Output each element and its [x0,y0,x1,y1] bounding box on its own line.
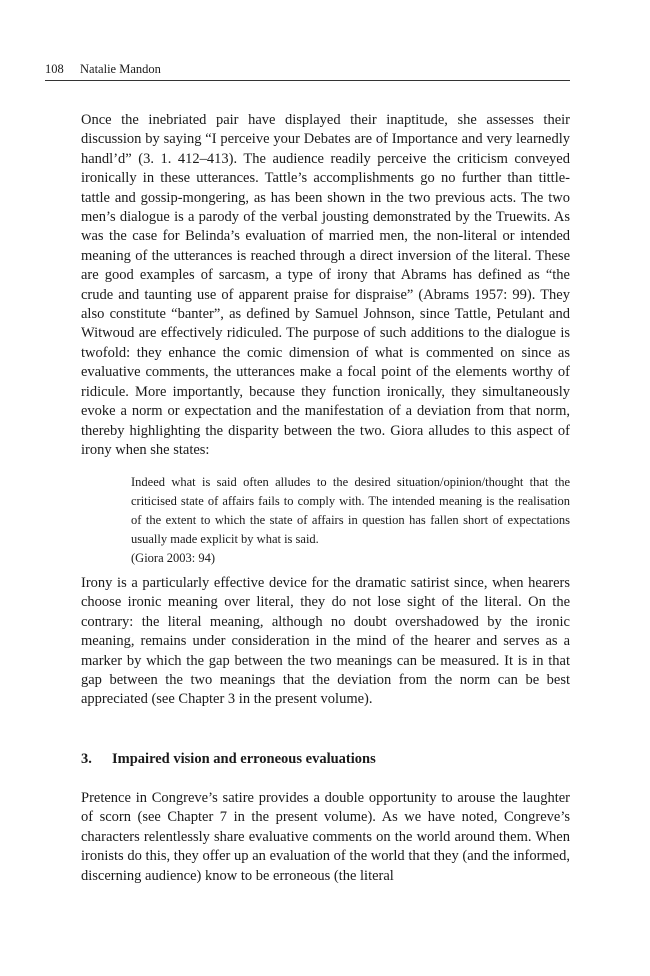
block-quote [131,473,570,568]
section-heading [81,749,570,769]
body-paragraph: Pretence in Congreve’s satire provides a double opportunity to arouse the laughter of scorn (see Chapter 7 in the present volume). As we have noted, Congreve’s characters relentlessly share evaluative comments on the world around them. When ironists do this, they offer up an evaluation of the world that they (and the informed, discerning audience) know to be erroneous (the literal [81,790,570,884]
section-title: Impaired vision and erroneous evaluations [112,751,376,767]
body-paragraph: Irony is a particularly effective device for the dramatic satirist since, when hearers choose ironic meaning over literal, they do not lose sight of the literal. On the contrary: the literal meaning, although no doubt overshadowed by the ironic meaning, remains under consideration in the mind of the hearer and serves as a marker by which the gap between the two meanings can be measured. It is in that gap between the two meanings that the deviation from the norm can be best appreciated (see Chapter 3 in the present volume). [81,575,570,708]
header-rule [45,80,570,81]
block-quote-citation: (Giora 2003: 94) [131,551,216,565]
block-quote-text: Indeed what is said often alludes to the desired situation/opinion/thought that the criticised state of affairs fails to comply with. The intended meaning is the realisation of the extent to which the state of affairs in question has fallen short of expectations usually made explicit by what is said. [131,475,570,546]
running-head [45,59,570,79]
page-number: 108 [45,62,64,76]
section-number: 3. [81,751,92,767]
body-paragraph: Once the inebriated pair have displayed their inaptitude, she assesses their discussion by saying “I perceive your Debates are of Importance and very learnedly handl’d” (3. 1. 412–413). The audience readily perceive the criticism conveyed ironically in these utterances. Tattle’s accomplishments go no further than tittle-tattle and gossip-mongering, as has been shown in the two previous acts. The two men’s dialogue is a parody of the verbal jousting demonstrated by the Truewits. As was the case for Belinda’s evaluation of married men, the non-literal or intended meaning of the utterances is reached through a direct inversion of the literal. These are good examples of sarcasm, a type of irony that Abrams has defined as “the crude and taunting use of apparent praise for dispraise” (Abrams 1957: 99). They also constitute “banter”, as defined by Samuel Johnson, since Tattle, Petulant and Witwoud are effectively ridiculed. The purpose of such additions to the dialogue is twofold: they enhance the comic dimension of what is commented on since as evaluative comments, the utterances make a focal point of the elements worthy of ridicule. More importantly, because they function ironically, they simultaneously evoke a norm or expectation and the manifestation of a deviation from that norm, thereby highlighting the disparity between the two. Giora alludes to this aspect of irony when she states: [81,112,570,458]
running-head-author: Natalie Mandon [80,62,161,76]
